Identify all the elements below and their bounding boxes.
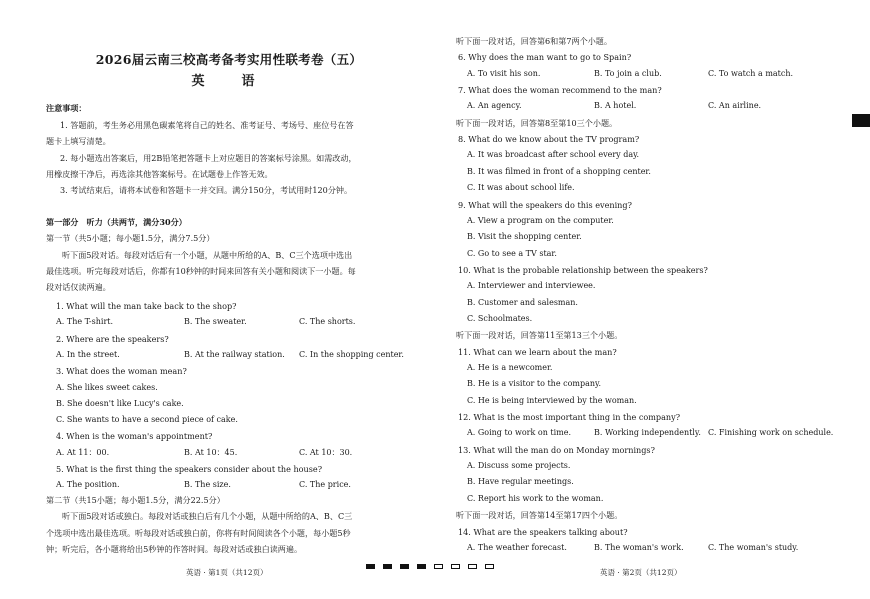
option: A. Discuss some projects. — [467, 461, 571, 471]
option: C. The woman's study. — [708, 542, 799, 552]
dialogue-prompt: 听下面一段对话，回答第11至第13三个小题。 — [456, 330, 623, 341]
option: B. He is a visitor to the company. — [467, 379, 602, 389]
mark-filled — [400, 564, 409, 569]
option: B. At the railway station. — [184, 349, 285, 359]
notice-line: 题卡上填写清楚。 — [46, 136, 111, 147]
question-stem: 3. What does the woman mean? — [56, 366, 187, 377]
mark-open — [468, 564, 477, 569]
option: C. In the shopping center. — [299, 349, 404, 359]
option: C. An airline. — [708, 101, 762, 111]
mark-open — [451, 564, 460, 569]
section1-instruction: 听下面5段对话。每段对话后有一个小题，从题中所给的A、B、C三个选项中选出 — [62, 249, 353, 260]
option: A. The weather forecast. — [467, 542, 567, 552]
section1-instruction: 段对话仅读两遍。 — [46, 282, 111, 293]
dialogue-prompt: 听下面一段对话，回答第8至第10三个小题。 — [456, 117, 618, 128]
option: A. He is a newcomer. — [467, 363, 553, 372]
option: B. The woman's work. — [594, 542, 684, 552]
mark-open — [485, 564, 494, 569]
option: C. He is being interviewed by the woman. — [467, 395, 637, 405]
option: B. Working independently. — [594, 428, 701, 438]
question-stem: 7. What does the woman recommend to the man? — [458, 85, 662, 96]
question-stem: 13. What will the man do on Monday mornings? — [458, 444, 655, 455]
registration-mark — [852, 114, 870, 127]
subject-title: 英 语 — [191, 74, 267, 89]
option: A. The position. — [56, 480, 120, 490]
dialogue-prompt: 听下面一段对话，回答第6和第7两个小题。 — [456, 36, 612, 46]
section1-instruction: 最佳选项。听完每段对话后，你都有10秒钟的时间来回答有关小题和阅读下一小题。每 — [46, 265, 356, 276]
option: A. To visit his son. — [467, 68, 541, 78]
option: A. The T-shirt. — [56, 317, 114, 327]
option: A. In the street. — [56, 349, 120, 359]
option: C. Schoolmates. — [467, 313, 533, 323]
exam-title: 2026届云南三校高考备考实用性联考卷（五） — [95, 52, 363, 67]
notice-line: 用橡皮擦干净后，再选涂其他答案标号。在试题卷上作答无效。 — [46, 168, 273, 179]
question-stem: 2. Where are the speakers? — [56, 333, 169, 344]
option: A. Going to work on time. — [467, 428, 572, 438]
option: B. To join a club. — [594, 68, 662, 78]
question-stem: 11. What can we learn about the man? — [458, 346, 617, 357]
question-stem: 4. When is the woman's appointment? — [56, 431, 213, 442]
page-footer-right: 英语 · 第2页（共12页） — [600, 568, 682, 577]
option: C. To watch a match. — [708, 68, 794, 78]
option: A. It was broadcast after school every day. — [467, 150, 640, 160]
option: B. Visit the shopping center. — [467, 232, 582, 242]
question-stem: 10. What is the probable relationship between the speakers? — [458, 264, 708, 275]
option: C. Go to see a TV star. — [467, 248, 557, 258]
dialogue-prompt: 听下面一段对话，回答第14至第17四个小题。 — [456, 510, 623, 521]
mark-filled — [383, 564, 392, 569]
notice-line: 1. 答题前，考生务必用黑色碳素笔将自己的姓名、准考证号、考场号、座位号在答 — [60, 120, 354, 130]
mark-filled — [417, 564, 426, 569]
question-stem: 5. What is the first thing the speakers consider about the house? — [56, 464, 323, 474]
section2-instruction: 个选项中选出最佳选项。听每段对话或独白前，你将有时间阅读各个小题，每小题5秒 — [46, 527, 351, 538]
option: B. The size. — [184, 480, 231, 490]
page-marks — [366, 564, 494, 569]
notice-heading: 注意事项： — [46, 103, 87, 113]
section2-instruction: 钟；听完后，各小题将给出5秒钟的作答时间。每段对话或独白读两遍。 — [46, 543, 303, 554]
option: C. Report his work to the woman. — [467, 493, 604, 503]
question-stem: 1. What will the man take back to the shop? — [56, 301, 237, 311]
mark-open — [434, 564, 443, 569]
option: C. It was about school life. — [467, 183, 575, 193]
option: C. She wants to have a second piece of cake. — [56, 415, 238, 425]
question-stem: 12. What is the most important thing in the company? — [458, 412, 681, 423]
question-stem: 6. Why does the man want to go to Spain? — [458, 52, 632, 63]
option: B. The sweater. — [184, 317, 247, 327]
option: B. She doesn't like Lucy's cake. — [56, 398, 184, 408]
question-stem: 14. What are the speakers talking about? — [458, 526, 628, 537]
option: C. The shorts. — [299, 317, 356, 327]
option: B. At 10：45. — [184, 447, 238, 457]
part1-heading: 第一部分 听力（共两节，满分30分） — [46, 217, 187, 227]
option: C. At 10：30. — [299, 447, 353, 457]
section2-heading: 第二节（共15小题；每小题1.5分，满分22.5分） — [46, 495, 225, 505]
option: A. An agency. — [467, 101, 522, 111]
section1-heading: 第一节（共5小题；每小题1.5分，满分7.5分） — [46, 233, 215, 244]
option: A. View a program on the computer. — [467, 215, 614, 225]
section2-instruction: 听下面5段对话或独白。每段对话或独白后有几个小题，从题中所给的A、B、C三 — [62, 511, 353, 522]
option: A. She likes sweet cakes. — [56, 382, 158, 392]
option: B. Have regular meetings. — [467, 477, 574, 487]
page-footer-left: 英语 · 第1页（共12页） — [186, 568, 268, 577]
question-stem: 8. What do we know about the TV program? — [458, 134, 640, 145]
option: A. Interviewer and interviewee. — [467, 281, 596, 291]
mark-filled — [366, 564, 375, 569]
option: C. The price. — [299, 480, 351, 490]
question-stem: 9. What will the speakers do this evening? — [458, 199, 632, 210]
notice-line: 3. 考试结束后，请将本试卷和答题卡一并交回。满分150分，考试用时120分钟。 — [60, 185, 353, 196]
option: A. At 11：00. — [56, 447, 110, 457]
option: B. It was filmed in front of a shopping center. — [467, 166, 651, 176]
option: C. Finishing work on schedule. — [708, 428, 834, 438]
option: B. A hotel. — [594, 101, 637, 111]
option: B. Customer and salesman. — [467, 297, 578, 307]
notice-line: 2. 每小题选出答案后，用2B铅笔把答题卡上对应题目的答案标号涂黑。如需改动， — [60, 152, 357, 163]
